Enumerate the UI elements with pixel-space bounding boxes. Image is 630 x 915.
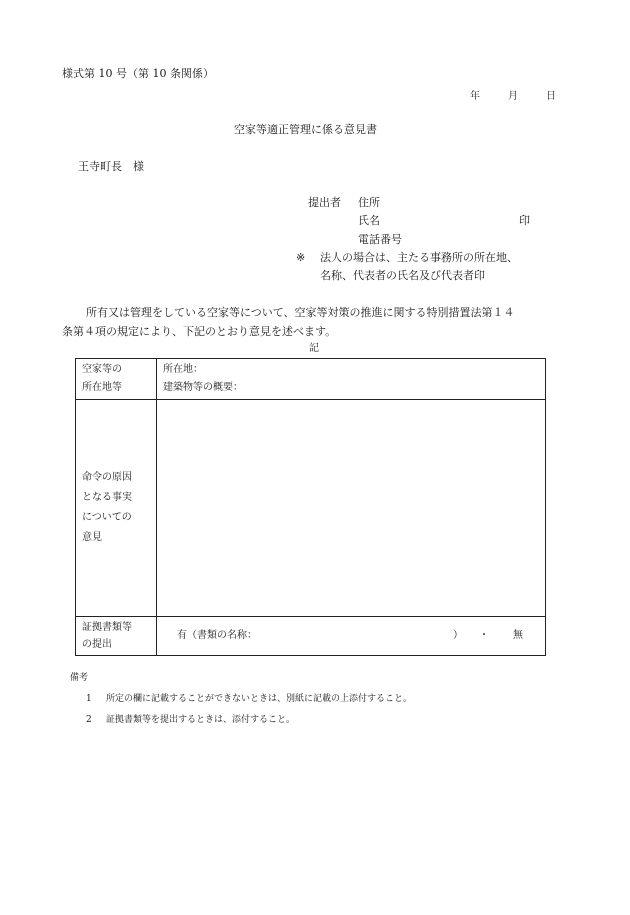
date-year: 年 xyxy=(470,91,480,102)
note-item: 2 証拠書類等を提出するときは、添付すること。 xyxy=(86,715,296,725)
location-row xyxy=(76,359,546,400)
submitter-name-label: 氏名 xyxy=(358,214,380,227)
location-label-cell: 空家等の 所在地等 xyxy=(76,359,157,400)
seal-mark: 印 xyxy=(519,214,530,227)
ki-heading: 記 xyxy=(309,343,319,354)
opinion-row xyxy=(76,400,546,617)
note-item: 1 所定の欄に記載することができないときは、別紙に記載の上添付すること。 xyxy=(86,694,413,704)
evidence-row xyxy=(76,617,546,656)
body-text-line-2: 条第４項の規定により、下記のとおり意見を述べます。 xyxy=(62,325,337,338)
submitter-address-label: 住所 xyxy=(358,196,380,209)
document-title: 空家等適正管理に係る意見書 xyxy=(234,123,377,136)
evidence-value-cell xyxy=(157,617,546,656)
opinion-input-cell[interactable] xyxy=(157,400,546,617)
form-number: 様式第 10 号（第 10 条関係） xyxy=(62,67,214,80)
date-month: 月 xyxy=(508,91,518,102)
evidence-separator-dot: ・ xyxy=(479,630,489,641)
submitter-label: 提出者 xyxy=(308,196,341,209)
corporate-note-line-1: 法人の場合は、主たる事務所の所在地、 xyxy=(320,251,518,264)
corporate-note-line-2: 名称、代表者の氏名及び代表者印 xyxy=(320,269,485,282)
evidence-close-paren: ） xyxy=(453,630,463,641)
note-mark: ※ xyxy=(296,251,306,264)
location-address-label: 所在地： xyxy=(163,364,203,375)
notes-title: 備考 xyxy=(70,673,89,683)
evidence-label-cell: 証拠書類等 の提出 xyxy=(76,617,157,656)
addressee: 王寺町長 様 xyxy=(78,160,144,173)
location-value-cell[interactable] xyxy=(157,359,546,400)
opinion-label-cell: 命令の原因 となる事実 についての 意見 xyxy=(76,400,157,617)
opinion-table xyxy=(75,358,546,656)
submitter-phone-label: 電話番号 xyxy=(358,233,402,246)
body-text-line-1: 所有又は管理をしている空家等について、空家等対策の推進に関する特別措置法第１４ xyxy=(86,306,515,319)
evidence-yes-option[interactable]: 有（書類の名称： xyxy=(177,630,257,641)
building-summary-label: 建築物等の概要： xyxy=(163,382,243,393)
date-day: 日 xyxy=(546,91,556,102)
evidence-no-option[interactable]: 無 xyxy=(513,630,523,641)
